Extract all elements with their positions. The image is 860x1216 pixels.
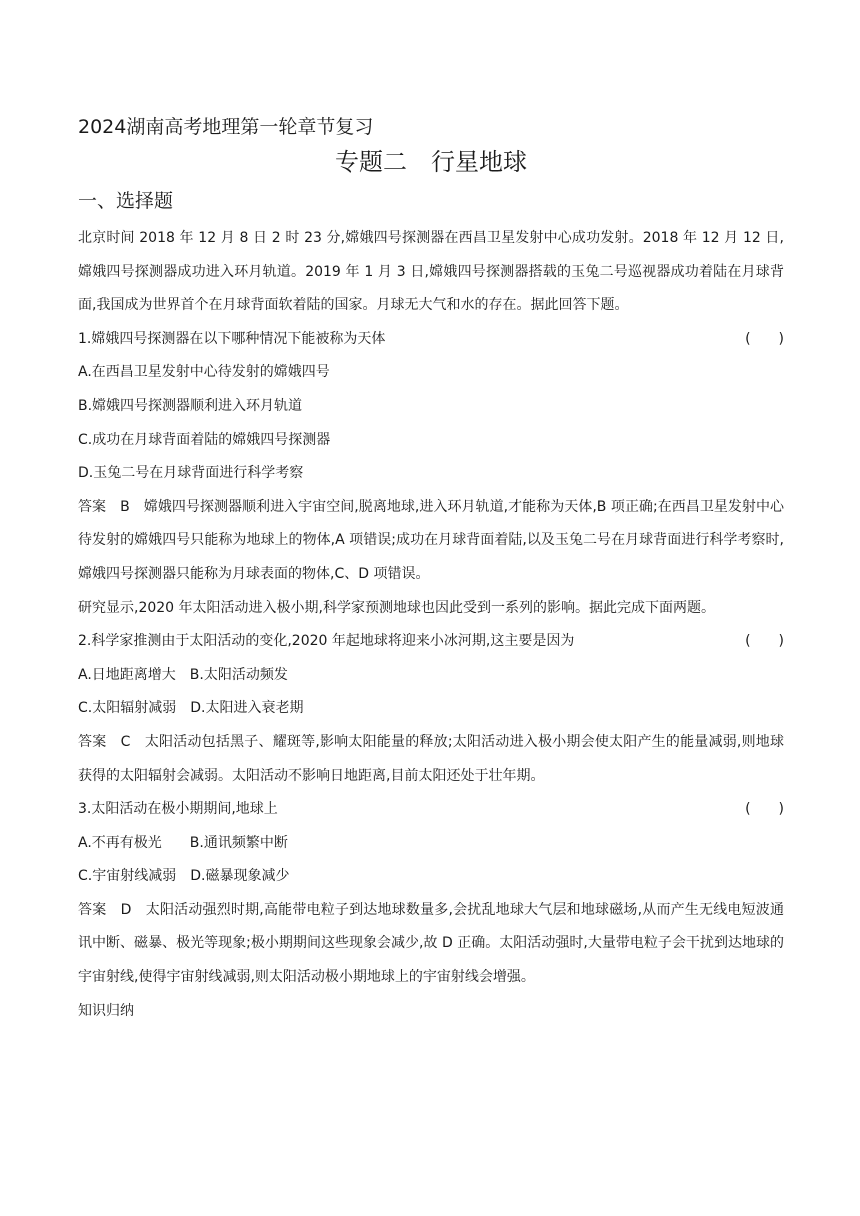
question-1-stem: 1.嫦娥四号探测器在以下哪种情况下能被称为天体: [78, 330, 386, 347]
knowledge-summary-label: 知识归纳: [78, 1002, 134, 1019]
question-3-answer: [78, 894, 784, 995]
answer-blank: ( ): [745, 330, 784, 347]
answer-explanation: 太阳活动包括黑子、耀斑等,影响太阳能量的释放;太阳活动进入极小期会使太阳产生的能量减弱,则地球获得的太阳辐射会减弱。太阳活动不影响日地距离,目前太阳还处于壮年期。: [78, 733, 784, 784]
question-2-answer: [78, 726, 784, 793]
answer-explanation: 太阳活动强烈时期,高能带电粒子到达地球数量多,会扰乱地球大气层和地球磁场,从而产生无线电短波通讯中断、磁暴、极光等现象;极小期期间这些现象会减少,故 D 正确。太阳活动强时,大量带电粒子会干扰到达地球的宇宙射线,使得宇宙射线减弱,则太阳活动极小期地球上的宇宙射线会增强。: [78, 901, 784, 986]
answer-blank: ( ): [745, 633, 784, 650]
answer-blank: ( ): [745, 801, 784, 818]
question-3: [78, 793, 784, 827]
question-1-option-b: B.嫦娥四号探测器顺利进入环月轨道: [78, 397, 303, 414]
answer-explanation: 嫦娥四号探测器顺利进入宇宙空间,脱离地球,进入环月轨道,才能称为天体,B 项正确;在西昌卫星发射中心待发射的嫦娥四号只能称为地球上的物体,A 项错误;成功在月球背面着陆,以及玉兔二号在月球背面进行科学考察时,嫦娥四号探测器只能称为月球表面的物体,C、D 项错误。: [78, 498, 784, 582]
question-1-answer: [78, 491, 784, 592]
question-3-options-cd: C.宇宙射线减弱 D.磁暴现象减少: [78, 868, 290, 885]
question-1-option-a: A.在西昌卫星发射中心待发射的嫦娥四号: [78, 364, 330, 381]
question-3-options-ab: A.不再有极光 B.通讯频繁中断: [78, 834, 288, 851]
question-2-stem: 2.科学家推测由于太阳活动的变化,2020 年起地球将迎来小冰河期,这主要是因为: [78, 633, 575, 650]
answer-label: 答案 C: [78, 733, 145, 750]
question-2-options-cd: C.太阳辐射减弱 D.太阳进入衰老期: [78, 700, 304, 717]
question-1-option-d: D.玉兔二号在月球背面进行科学考察: [78, 465, 304, 482]
passage-intro-1: 北京时间 2018 年 12 月 8 日 2 时 23 分,嫦娥四号探测器在西昌卫星发射中心成功发射。2018 年 12 月 12 日,嫦娥四号探测器成功进入环月轨道。2019 年 1 月 3 日,嫦娥四号探测器搭载的玉兔二号巡视器成功着陆在月球背面,我国成为世界首个在月球背面软着陆的国家。月球无大气和水的存在。据此回答下题。: [78, 230, 784, 314]
question-2: [78, 625, 784, 659]
question-1: [78, 323, 784, 357]
document-header: 2024湖南高考地理第一轮章节复习: [78, 116, 374, 138]
question-2-options-ab: A.日地距离增大 B.太阳活动频发: [78, 666, 288, 683]
question-1-option-c: C.成功在月球背面着陆的嫦娥四号探测器: [78, 431, 331, 448]
answer-label: 答案 D: [78, 901, 146, 918]
document-page: [78, 112, 784, 1028]
question-3-stem: 3.太阳活动在极小期期间,地球上: [78, 801, 278, 818]
document-title: 专题二 行星地球: [335, 148, 527, 176]
passage-intro-2: 研究显示,2020 年太阳活动进入极小期,科学家预测地球也因此受到一系列的影响。据此完成下面两题。: [78, 599, 715, 616]
section-heading: 一、选择题: [78, 190, 174, 212]
answer-label: 答案 B: [78, 498, 144, 515]
